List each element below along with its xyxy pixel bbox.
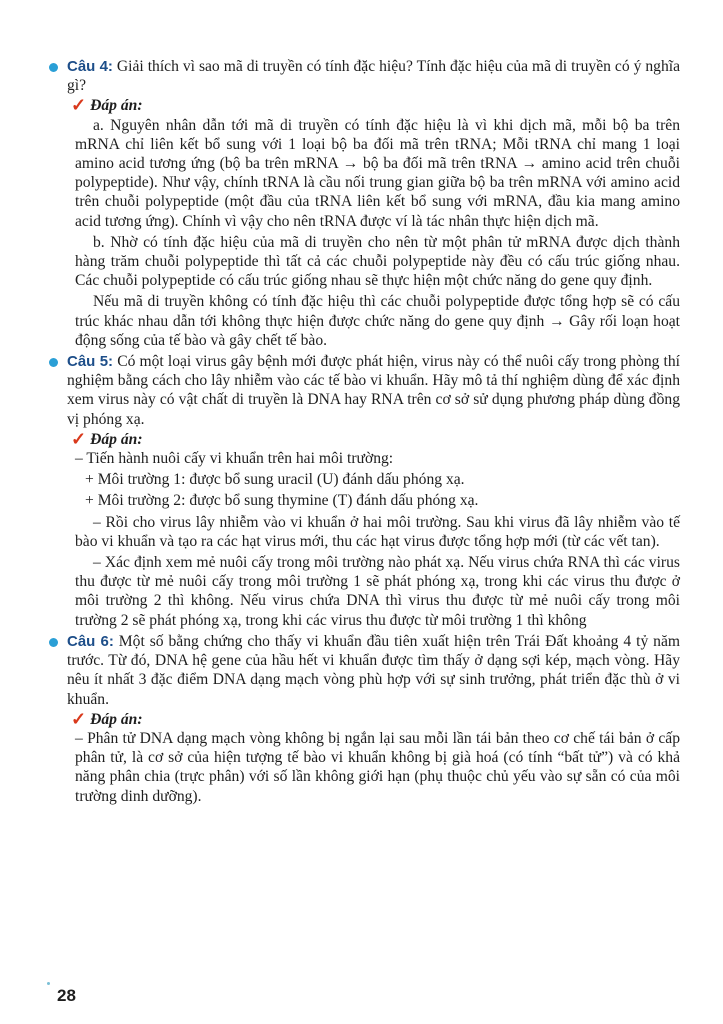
checkmark-icon: ✓ — [71, 708, 87, 729]
bullet-icon — [49, 63, 58, 72]
question-text: Một số bằng chứng cho thấy vi khuẩn đầu tiên xuất hiện trên Trái Đất khoảng 4 tỷ năm trước. Từ đó, DNA hệ gene của hầu hết vi khuẩn được tìm thấy ở dạng sợi kép, mạch vòng. Hãy nêu ít nhất 3 đặc điểm DNA dạng mạch vòng phù hợp với sự sinh trưởng, phát triển đặc thù ở vi khuẩn. — [67, 632, 681, 708]
question-6 — [53, 632, 680, 709]
answer-paragraph: – Tiến hành nuôi cấy vi khuẩn trên hai môi trường: — [75, 450, 394, 468]
decorative-dot — [47, 982, 50, 985]
answer-label: Đáp án: — [90, 97, 143, 115]
page-number: 28 — [57, 986, 76, 1005]
question-4 — [53, 57, 680, 95]
answer-paragraph: b. Nhờ có tính đặc hiệu của mã di truyền cho nên từ một phân tử mRNA được dịch thành hàng trăm chuỗi polypeptide thì tất cả các chuỗi polypeptide này đều có cấu trúc giống nhau. Các chuỗi polypeptide có cấu trúc giống nhau sẽ thực hiện một chức năng do gene quy định. — [75, 233, 680, 290]
answer-paragraph: Nếu mã di truyền không có tính đặc hiệu thì các chuỗi polypeptide được tổng hợp sẽ có cấu trúc khác nhau dẫn tới không thực hiện được chức năng do gene quy định → Gây rối loạn hoạt động sống của tế bào và gây chết tế bào. — [75, 293, 680, 349]
question-5 — [53, 352, 680, 429]
question-label: Câu 4: — [67, 58, 113, 75]
checkmark-icon: ✓ — [71, 95, 87, 116]
answer-label: Đáp án: — [90, 710, 143, 728]
question-label: Câu 6: — [67, 632, 114, 650]
answer-heading — [71, 430, 680, 449]
answer-heading — [71, 710, 680, 729]
question-text: Có một loại virus gây bệnh mới được phát hiện, virus này có thể nuôi cấy trong phòng thí nghiệm bằng cách cho lây nhiễm vào các tế bào vi khuẩn. Hãy mô tả thí nghiệm dùng để xác định xem virus này có vật chất di truyền là DNA hay RNA trên cơ sở sử dụng phương pháp dùng đồng vị phóng xạ. — [67, 353, 680, 428]
answer-4 — [71, 95, 680, 350]
answer-paragraph: – Phân tử DNA dạng mạch vòng không bị ngắn lại sau mỗi lần tái bản theo cơ chế tái bản ở cấp phân tử, là cơ sở của hiện tượng tế bào vi khuẩn không bị già hoá (có tính “bất tử”) và có khả năng phân chia (trực phân) với số lần không giới hạn (phụ thuộc chủ yếu vào sự sẵn có của môi trường dinh dưỡng). — [75, 729, 680, 805]
answer-6 — [71, 708, 680, 806]
answer-paragraph: a. Nguyên nhân dẫn tới mã di truyền có tính đặc hiệu là vì khi dịch mã, mỗi bộ ba trên mRNA chỉ liên kết bổ sung với 1 loại bộ ba đối mã trên tRNA; Mỗi tRNA chỉ mang 1 loại amino acid tương ứng (bộ ba trên mRNA → bộ ba đối mã trên tRNA → amino acid trên chuỗi polypeptide). Như vậy, chính tRNA là cầu nối trung gian giữa bộ ba trên mRNA với amino acid trên chuỗi polypeptide (một đầu của tRNA liên kết bổ sung với mRNA, đầu kia mang amino acid tương ứng). Chính vì vậy cho nên tRNA được ví là tác nhân thực hiện dịch mã. — [75, 116, 680, 230]
answer-paragraph: + Môi trường 2: được bổ sung thymine (T) đánh dấu phóng xạ. — [85, 492, 479, 510]
question-text: Giải thích vì sao mã di truyền có tính đặc hiệu? Tính đặc hiệu của mã di truyền có ý nghĩa gì? — [67, 58, 680, 95]
checkmark-icon: ✓ — [71, 428, 87, 449]
page-content — [53, 57, 680, 808]
bullet-icon — [49, 358, 58, 367]
question-label: Câu 5: — [67, 353, 114, 371]
answer-label: Đáp án: — [90, 430, 143, 448]
answer-5 — [71, 428, 680, 630]
bullet-icon — [49, 638, 58, 647]
answer-heading — [71, 96, 680, 115]
answer-paragraph: – Xác định xem mẻ nuôi cấy trong môi trường nào phát xạ. Nếu virus chứa RNA thì các virus thu được từ mẻ nuôi cấy trong môi trường 1 sẽ phát phóng xạ, trong khi các virus thu được ở môi trường 2 thì không. Nếu virus chứa DNA thì virus thu được từ mẻ nuôi cấy trong môi trường 2 sẽ phát phóng xạ, trong khi các virus thu được từ môi trường 1 thì không — [75, 554, 680, 629]
answer-paragraph: + Môi trường 1: được bổ sung uracil (U) đánh dấu phóng xạ. — [85, 471, 465, 489]
answer-paragraph: – Rồi cho virus lây nhiễm vào vi khuẩn ở hai môi trường. Sau khi virus đã lây nhiễm vào tế bào vi khuẩn và tạo ra các hạt virus mới, thu các hạt virus được tổng hợp mới (từ các vết tan). — [75, 513, 680, 550]
